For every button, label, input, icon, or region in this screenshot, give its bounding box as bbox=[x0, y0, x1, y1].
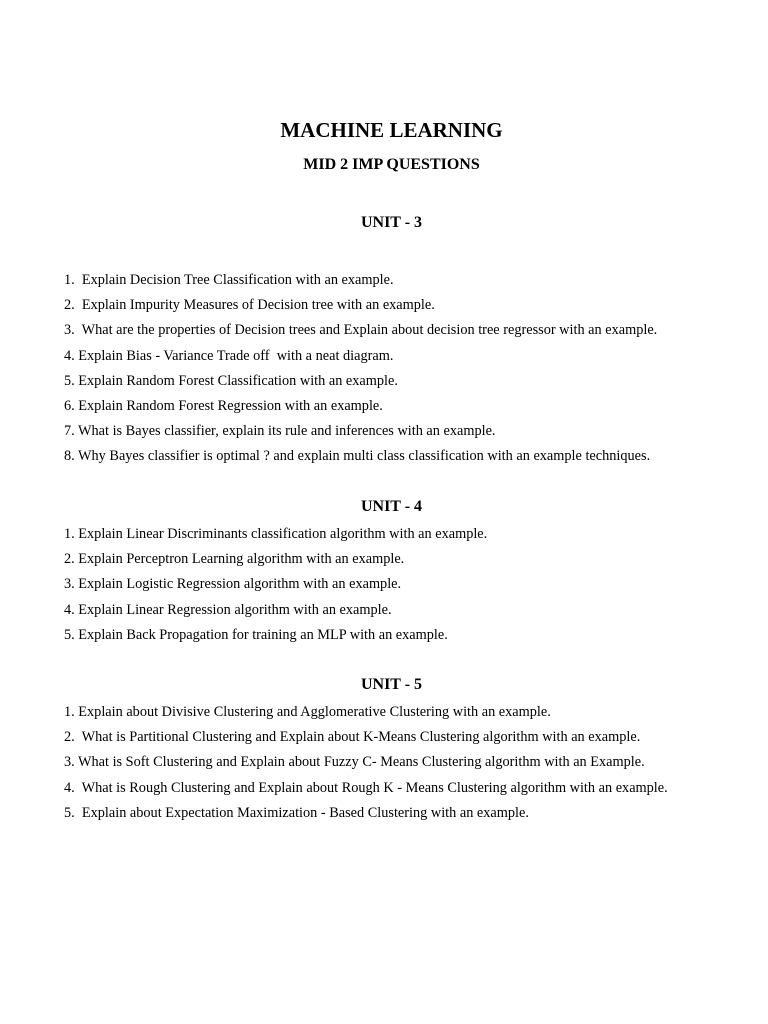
question-item: 3. Explain Logistic Regression algorithm with an example. bbox=[64, 576, 402, 593]
question-item: 3. What is Soft Clustering and Explain about Fuzzy C- Means Clustering algorithm with an Example. bbox=[64, 754, 645, 771]
unit-5-heading: UNIT - 5 bbox=[360, 676, 423, 693]
document-subtitle: MID 2 IMP QUESTIONS bbox=[303, 156, 480, 173]
unit-4-question-list bbox=[64, 522, 487, 648]
question-item: 6. Explain Random Forest Regression with an example. bbox=[64, 397, 383, 414]
unit-5-question-list bbox=[64, 700, 668, 826]
question-item: 5. Explain Back Propagation for training an MLP with an example. bbox=[64, 626, 448, 643]
question-item: 1. Explain Linear Discriminants classification algorithm with an example. bbox=[64, 526, 488, 542]
question-item: 8. Why Bayes classifier is optimal ? and explain multi class classification with an example techniques. bbox=[64, 448, 651, 465]
question-item: 2. Explain Impurity Measures of Decision tree with an example. bbox=[64, 297, 435, 314]
question-item: 2. What is Partitional Clustering and Explain about K-Means Clustering algorithm with an example. bbox=[64, 729, 641, 746]
unit-3-question-list bbox=[64, 268, 657, 470]
question-item: 1. Explain about Divisive Clustering and Agglomerative Clustering with an example. bbox=[64, 704, 551, 720]
unit-4-heading: UNIT - 4 bbox=[360, 498, 423, 515]
unit-3-heading: UNIT - 3 bbox=[360, 214, 423, 231]
question-item: 4. Explain Linear Regression algorithm with an example. bbox=[64, 601, 392, 618]
question-item: 7. What is Bayes classifier, explain its rule and inferences with an example. bbox=[64, 423, 496, 440]
question-item: 5. Explain about Expectation Maximization - Based Clustering with an example. bbox=[64, 804, 529, 821]
question-item: 4. What is Rough Clustering and Explain about Rough K - Means Clustering algorithm with an example. bbox=[64, 779, 668, 796]
question-item: 3. What are the properties of Decision trees and Explain about decision tree regressor with an example. bbox=[64, 322, 658, 339]
document-title: MACHINE LEARNING bbox=[280, 118, 503, 142]
question-item: 1. Explain Decision Tree Classification with an example. bbox=[64, 272, 394, 288]
question-item: 4. Explain Bias - Variance Trade off with a neat diagram. bbox=[64, 347, 394, 364]
question-item: 2. Explain Perceptron Learning algorithm with an example. bbox=[64, 551, 405, 568]
question-item: 5. Explain Random Forest Classification with an example. bbox=[64, 372, 398, 389]
